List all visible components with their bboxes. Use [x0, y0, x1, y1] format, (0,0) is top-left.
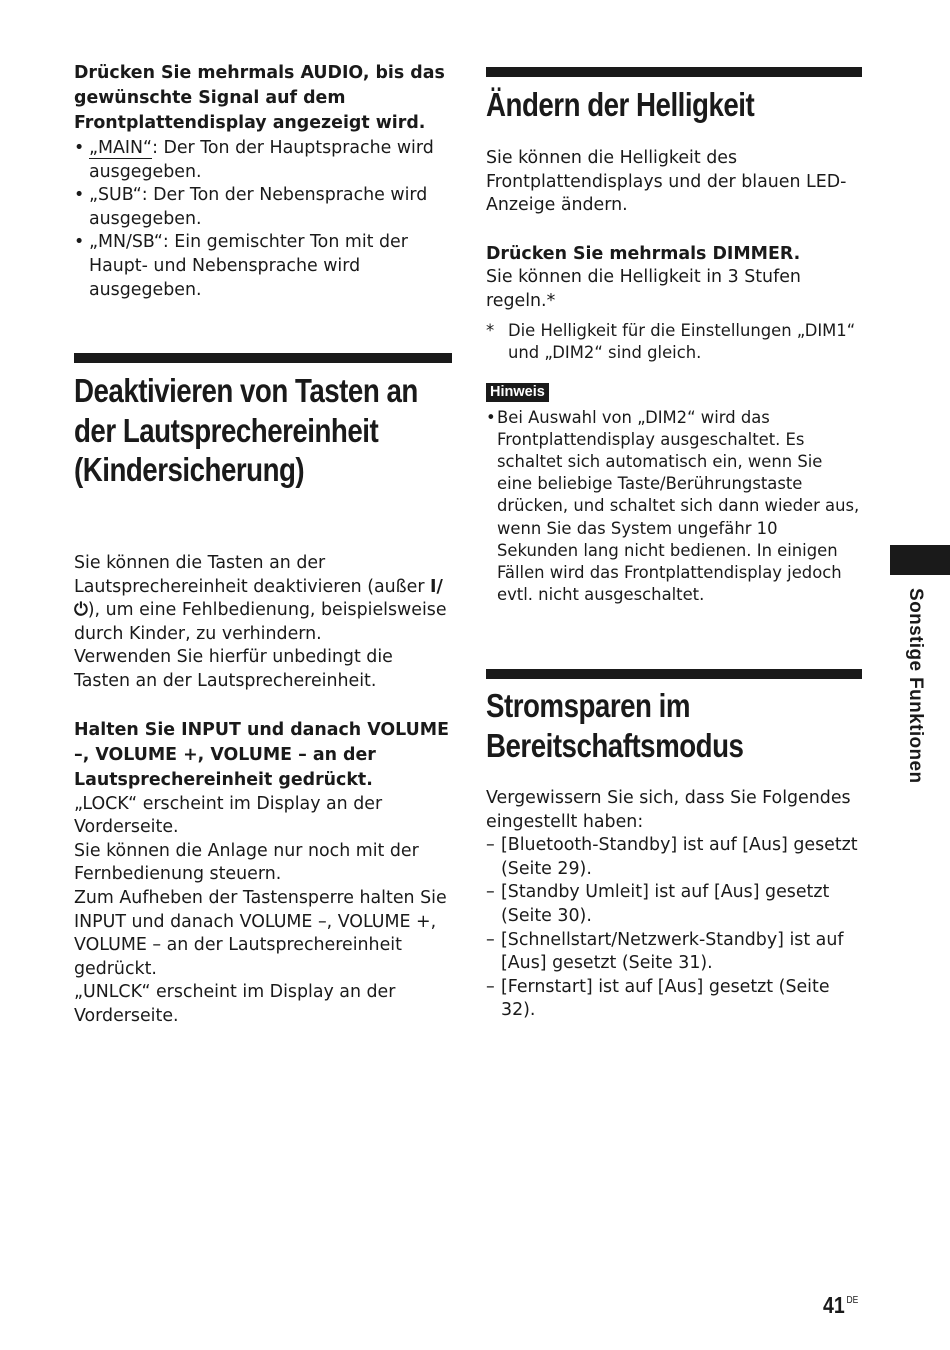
- lock-instruction: Halten Sie INPUT und danach VOLUME –, VOLUME +, VOLUME – an der Lautsprechereinheit gedrückt.: [74, 719, 449, 790]
- lock-heading: Deaktivieren von Tasten an der Lautsprechereinheit (Kindersicherung): [74, 372, 418, 488]
- audio-options-list: [74, 137, 452, 302]
- standby-heading: Stromsparen im Bereitschaftsmodus: [486, 687, 744, 764]
- audio-section: [74, 61, 452, 302]
- audio-instruction: Drücken Sie mehrmals AUDIO, bis das gewünschte Signal auf dem Frontplattendisplay angezeigt wird.: [74, 63, 445, 133]
- lock-result-4: „UNLCK“ erscheint im Display an der Vorderseite.: [74, 982, 396, 1026]
- section-rule: [74, 353, 452, 363]
- note-badge: Hinweis: [486, 383, 549, 402]
- dimmer-intro: Sie können die Helligkeit des Frontplattendisplays und der blauen LED-Anzeige ändern.: [486, 148, 847, 216]
- list-item: • „MN/SB“: Ein gemischter Ton mit der Haupt- und Nebensprache wird ausgegeben.: [74, 231, 452, 302]
- list-item: – [Schnellstart/Netzwerk-Standby] ist auf [Aus] gesetzt (Seite 31).: [486, 929, 862, 976]
- dimmer-result: Sie können die Helligkeit in 3 Stufen regeln.*: [486, 267, 801, 311]
- standby-list: [486, 834, 862, 1023]
- standby-intro: Vergewissern Sie sich, dass Sie Folgendes eingestellt haben:: [486, 788, 851, 832]
- dimmer-instruction: Drücken Sie mehrmals DIMMER.: [486, 243, 801, 264]
- page-number: 41 $^{DE}$: [823, 1292, 859, 1318]
- lock-result-1: „LOCK“ erscheint im Display an der Vorderseite.: [74, 793, 383, 838]
- list-item: – [Bluetooth-Standby] ist auf [Aus] gesetzt (Seite 29).: [486, 834, 862, 881]
- lock-result-2: Sie können die Anlage nur noch mit der Fernbedienung steuern.: [74, 840, 419, 885]
- list-item: • „SUB“: Der Ton der Nebensprache wird ausgegeben.: [74, 184, 452, 231]
- dimmer-heading: Ändern der Helligkeit: [486, 86, 755, 123]
- list-item: • „MAIN“: Der Ton der Hauptsprache wird ausgegeben.: [74, 137, 452, 184]
- side-tab-label: Sonstige Funktionen: [905, 588, 926, 784]
- lock-result-3: Zum Aufheben der Tastensperre halten Sie INPUT und danach VOLUME –, VOLUME +, VOLUME – an der Lautsprechereinheit gedrückt.: [74, 887, 447, 979]
- power-icon: I/⏻: [74, 576, 443, 621]
- side-tab-marker: [890, 545, 950, 575]
- list-item: – [Fernstart] ist auf [Aus] gesetzt (Seite 32).: [486, 976, 862, 1023]
- dimmer-section: [486, 147, 862, 606]
- note-text: • Bei Auswahl von „DIM2“ wird das Frontplattendisplay ausgeschaltet. Es schaltet sich automatisch ein, wenn Sie eine beliebige Taste/Berührungstaste drücken, und schaltet sich dann wieder aus, wenn Sie das System ungefähr 10 Sekunden lang nicht bedienen. In einigen Fällen wird das Frontplattendisplay jedoch evtl. nicht ausgeschaltet.: [486, 407, 860, 605]
- section-rule: [486, 669, 862, 679]
- list-item: – [Standby Umleit] ist auf [Aus] gesetzt (Seite 30).: [486, 881, 862, 928]
- page-lang: DE: [846, 1295, 859, 1306]
- lock-intro: Sie können die Tasten an der Lautsprechereinheit deaktivieren (außer I/⏻), um eine Fehlbedienung, beispielsweise durch Kinder, zu verhindern.: [74, 553, 447, 644]
- section-rule: [486, 67, 862, 77]
- footnote: * Die Helligkeit für die Einstellungen „DIM1“ und „DIM2“ sind gleich.: [486, 320, 856, 362]
- lock-intro-2: Verwenden Sie hierfür unbedingt die Tasten an der Lautsprechereinheit.: [74, 647, 393, 691]
- note-badge-row: [486, 381, 862, 402]
- main-term: „MAIN“: [89, 138, 153, 158]
- standby-section: [486, 787, 862, 1023]
- lock-section: [74, 552, 452, 1029]
